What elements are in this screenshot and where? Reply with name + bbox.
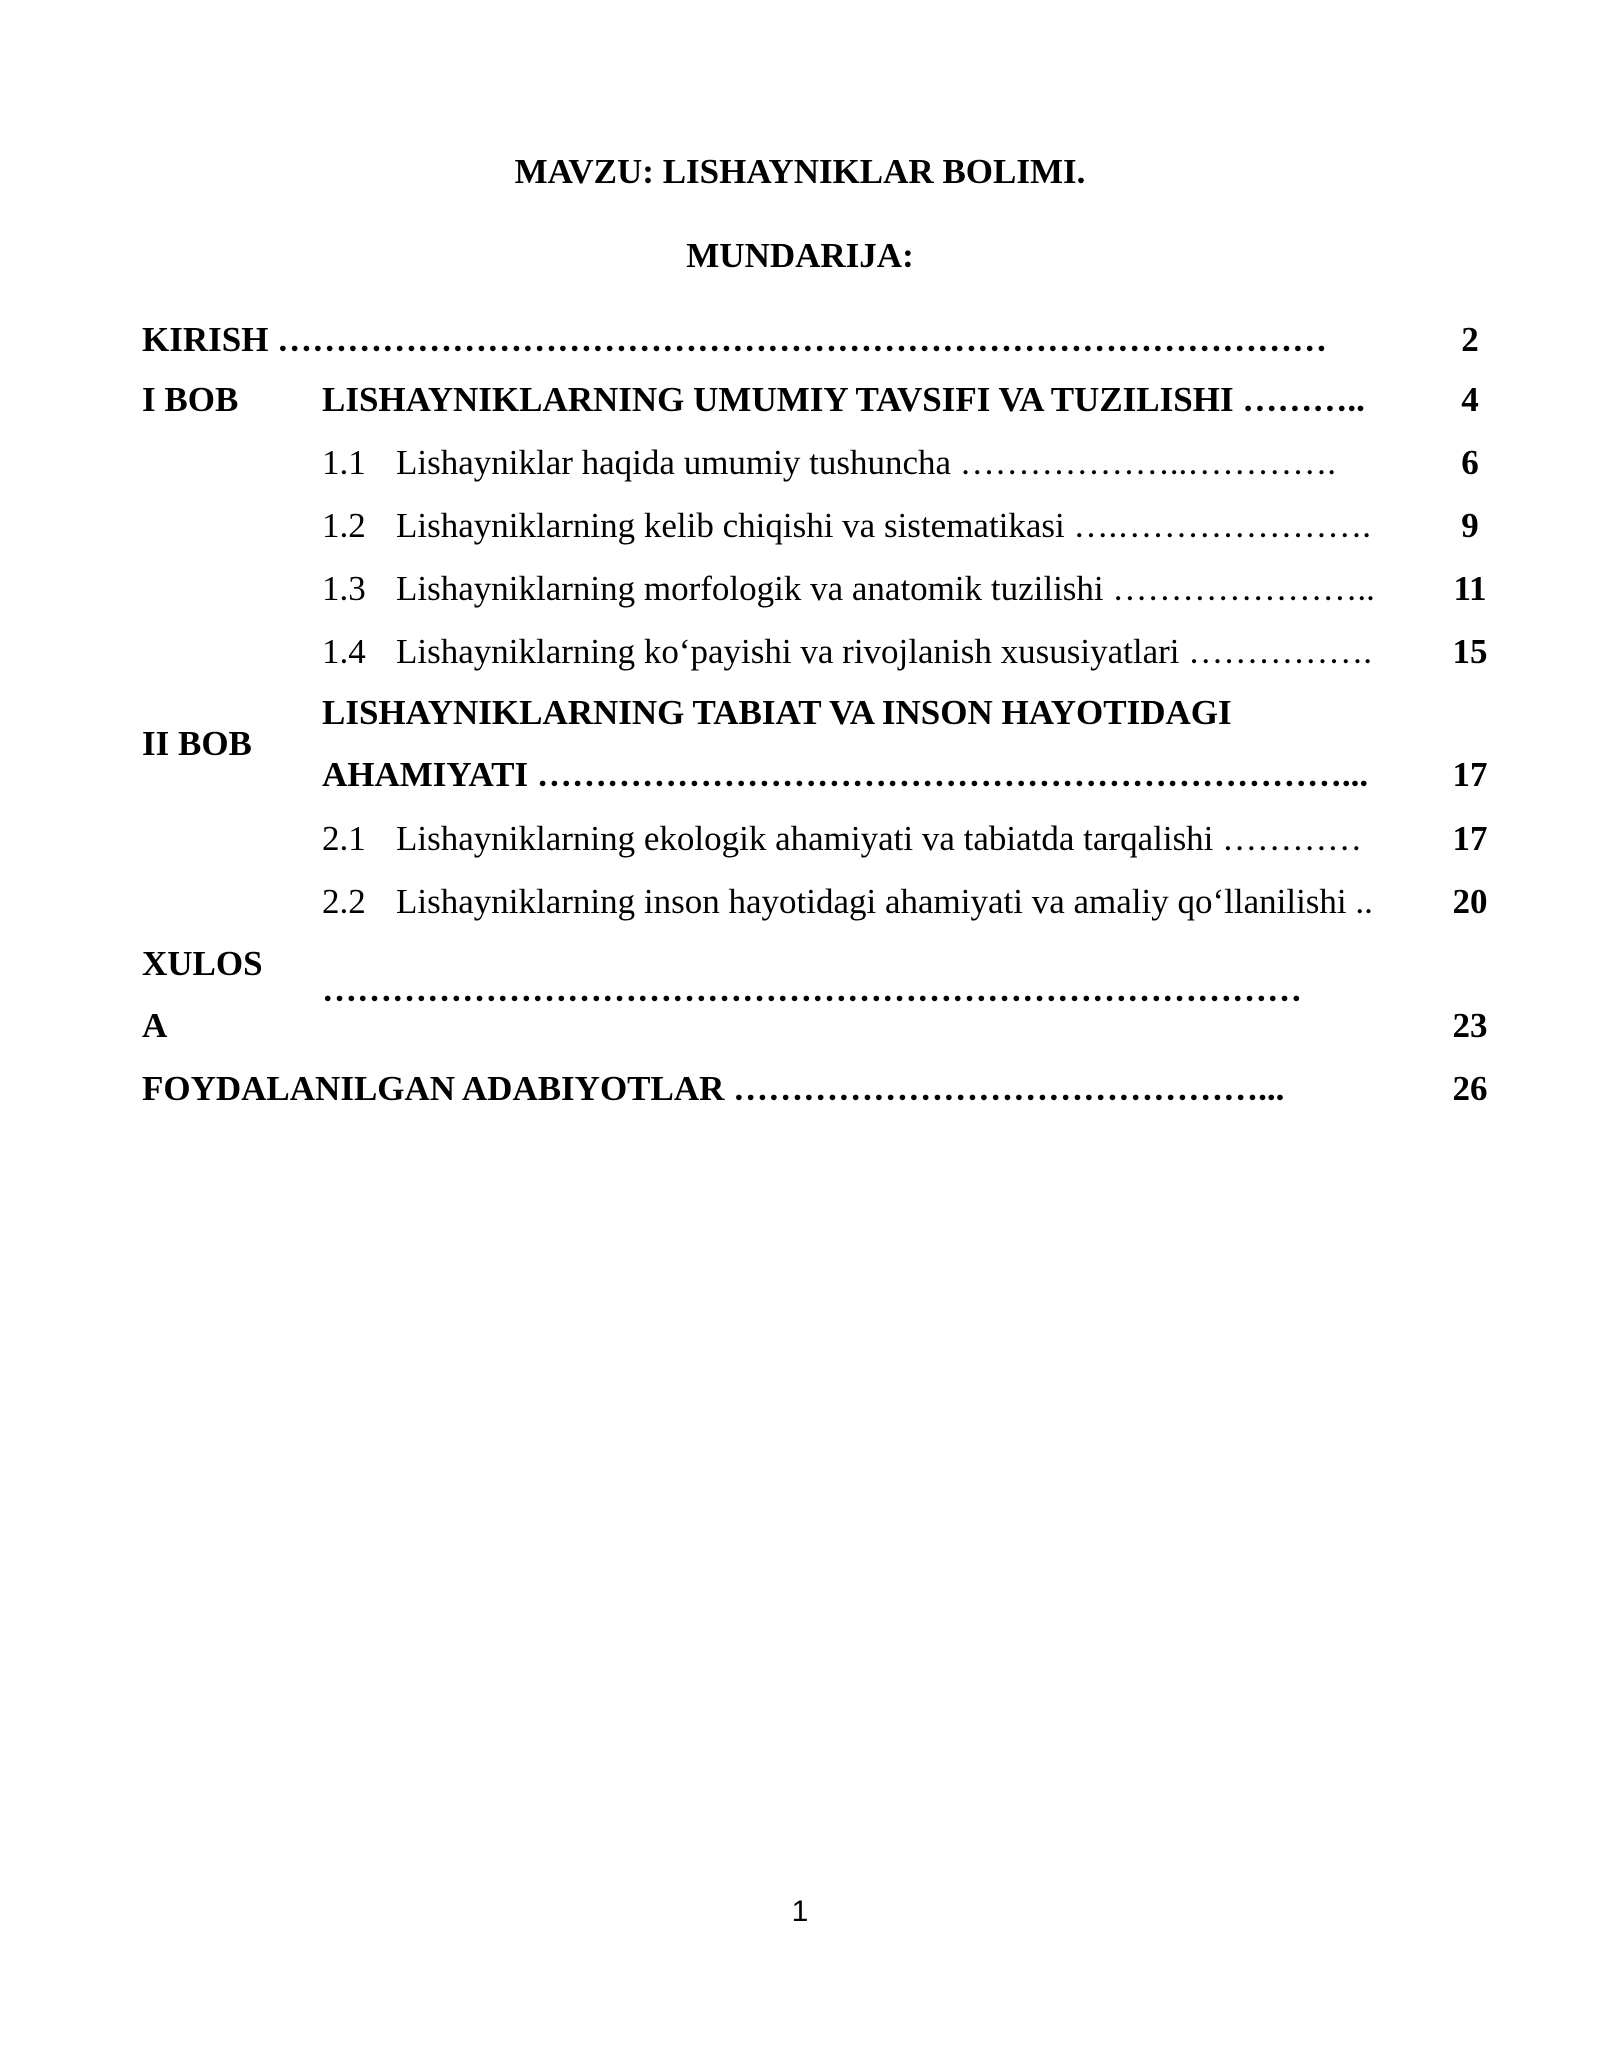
toc-section-number: 1.4: [322, 632, 366, 671]
toc-entry-1-2: [0, 506, 1600, 568]
page-number: 1: [791, 1895, 809, 1928]
toc-section-number: 1.1: [322, 443, 366, 482]
toc-page-number: 2: [1461, 320, 1479, 359]
toc-page-number: 20: [1452, 882, 1488, 921]
toc-section-number: 1.2: [322, 506, 366, 545]
toc-page-number: 17: [1452, 819, 1488, 858]
toc-entry-dots: …………………………………………………………………………: [322, 970, 1302, 1009]
toc-entry-label-line-1: XULOS: [142, 944, 263, 983]
toc-entry-bob-2: [0, 693, 1600, 817]
toc-page-number: 11: [1453, 569, 1487, 608]
toc-entry-text-line-2: AHAMIYATI ……………………………………………………………...: [322, 755, 1369, 794]
toc-entry-text: Lishayniklarning morfologik va anatomik tuzilishi …………………..: [396, 569, 1375, 608]
toc-entry-text-line-1: LISHAYNIKLARNING TABIAT VA INSON HAYOTIDAGI: [322, 693, 1232, 732]
toc-entry-kirish: [0, 320, 1600, 382]
toc-page-number: 17: [1452, 755, 1488, 794]
toc-section-number: 1.3: [322, 569, 366, 608]
toc-page-number: 23: [1452, 1006, 1488, 1045]
toc-entry-label-line-2: A: [142, 1006, 168, 1045]
toc-entry-xulosa: [0, 944, 1600, 1068]
toc-entry-adabiyotlar: [0, 1069, 1600, 1131]
toc-page-number: 6: [1461, 443, 1479, 482]
toc-entry-text: FOYDALANILGAN ADABIYOTLAR ………………………………………...: [142, 1069, 1285, 1108]
toc-page-number: 9: [1461, 506, 1479, 545]
toc-entry-text: LISHAYNIKLARNING UMUMIY TAVSIFI VA TUZILISHI ………..: [322, 380, 1365, 419]
toc-entry-1-3: [0, 569, 1600, 631]
toc-section-number: 2.2: [322, 882, 366, 921]
toc-entry-1-1: [0, 443, 1600, 505]
toc-chapter-label: I BOB: [142, 380, 239, 419]
toc-entry-text: Lishayniklarning inson hayotidagi ahamiyati va amaliy qo‘llanilishi ..: [396, 882, 1373, 921]
toc-entry-text: Lishayniklarning ekologik ahamiyati va tabiatda tarqalishi …………: [396, 819, 1363, 858]
toc-entry-1-4: [0, 632, 1600, 694]
toc-entry-text: Lishayniklarning kelib chiqishi va sistematikasi ….………………….: [396, 506, 1372, 545]
document-title: MAVZU: LISHAYNIKLAR BOLIMI.: [514, 152, 1086, 191]
toc-heading: MUNDARIJA:: [686, 236, 914, 275]
toc-entry-2-2: [0, 882, 1600, 944]
toc-entry-2-1: [0, 819, 1600, 881]
toc-entry-text: Lishayniklarning ko‘payishi va rivojlanish xususiyatlari …………….: [396, 632, 1372, 671]
toc-page-number: 26: [1452, 1069, 1488, 1108]
toc-page-number: 4: [1461, 380, 1479, 419]
toc-entry-bob-1: [0, 380, 1600, 442]
toc-section-number: 2.1: [322, 819, 366, 858]
toc-entry-text: KIRISH ………………………………………………………………………………: [142, 320, 1328, 359]
toc-entry-text: Lishayniklar haqida umumiy tushuncha ………………..………….: [396, 443, 1337, 482]
toc-page-number: 15: [1452, 632, 1488, 671]
toc-chapter-label: II BOB: [142, 724, 252, 763]
